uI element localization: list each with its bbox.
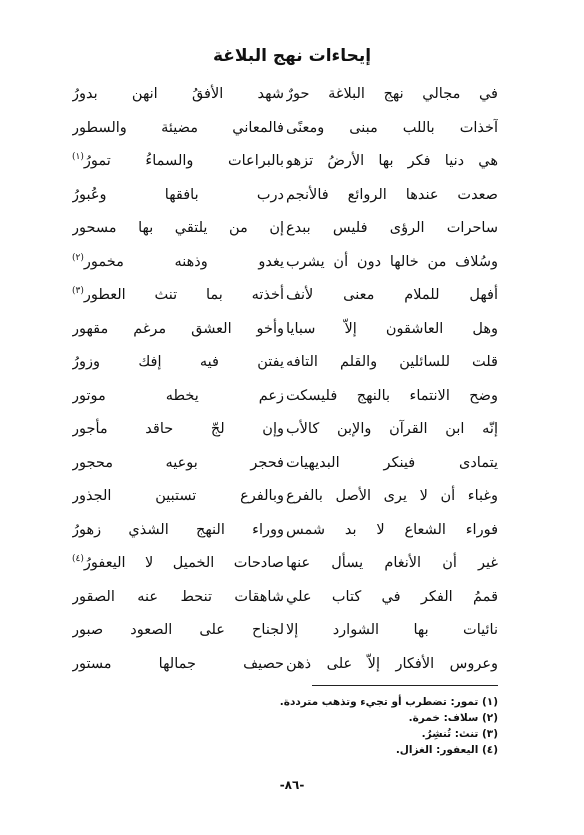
verse-line — [0, 451, 584, 485]
verse-line — [0, 585, 584, 619]
verse-second-hemistich-text: حصيف جمالها مستور — [72, 655, 284, 672]
verse-second-hemistich — [72, 484, 284, 508]
verse-line — [0, 250, 584, 284]
verse-second-hemistich-text: فالمعاني مضيئة والسطور — [72, 119, 284, 136]
footnote-divider — [312, 685, 498, 686]
verse-line — [0, 618, 584, 652]
verse-second-hemistich — [72, 317, 284, 341]
footnote-marker: (٤) — [72, 554, 84, 565]
verse-line — [0, 384, 584, 418]
verse-first-hemistich: هي دنيا فكر بها الأرضُ تزهو — [286, 153, 498, 169]
verse-second-hemistich — [72, 283, 284, 307]
page-number: -٨٦- — [279, 778, 305, 792]
verse-line — [0, 350, 584, 384]
verse-first-hemistich: في مجالي نهج البلاغة حورٌ — [286, 86, 498, 102]
verse-first-hemistich: قممُ الفكر في كتاب علي — [286, 588, 498, 605]
verse-line — [0, 82, 584, 116]
verse-second-hemistich-text: شاهقات تنحط عنه الصقور — [72, 588, 284, 605]
verse-second-hemistich-text: ووراء النهج الشذي زهورُ — [72, 521, 284, 538]
footnote-marker: (٢) — [72, 252, 84, 263]
verse-first-hemistich: آخذات باللب مبنى ومعنًى — [286, 119, 498, 136]
verse-line — [0, 183, 584, 217]
verse-second-hemistich — [72, 116, 284, 140]
verse-second-hemistich — [72, 618, 284, 642]
verse-line — [0, 283, 584, 317]
footnote-item: (٤) اليعفور: الغزال. — [395, 744, 498, 756]
verse-line — [0, 551, 584, 585]
footnote-item: (٣) تنث: تُنشِرُ. — [421, 728, 498, 740]
verse-second-hemistich — [72, 652, 284, 676]
verse-second-hemistich — [72, 250, 284, 274]
verse-line — [0, 518, 584, 552]
verse-first-hemistich: وهل العاشقون إلاّ سبايا — [286, 320, 498, 337]
verse-first-hemistich: وضح الانتماء بالنهج فليسكت — [286, 387, 498, 404]
verse-line — [0, 484, 584, 518]
verse-second-hemistich-text: فحجر بوعيه محجور — [72, 454, 284, 471]
verse-second-hemistich-text: يفتن فيه إفك وزورُ — [72, 354, 284, 370]
verse-first-hemistich: وغباء أن لا يرى الأصل بالفرع — [286, 488, 498, 504]
poem-title: إيحاءات نهج البلاغة — [212, 46, 372, 66]
verse-line — [0, 149, 584, 183]
verse-second-hemistich — [72, 183, 284, 207]
verse-line — [0, 116, 584, 150]
verse-second-hemistich — [72, 518, 284, 542]
verse-second-hemistich-text: إن من يلتقي بها مسحور — [72, 220, 284, 236]
verse-first-hemistich: وعروس الأفكار إلاّ على ذهن — [286, 655, 498, 672]
verse-second-hemistich-text: درب بافقها وعُبورُ — [72, 186, 284, 203]
verse-first-hemistich: يتمادى فينكر البديهيات — [286, 454, 498, 471]
footnote-marker: (٣) — [72, 286, 84, 297]
verse-second-hemistich-text: يغدو وذهنه مخمور — [83, 253, 284, 270]
verse-second-hemistich — [72, 82, 284, 106]
verse-second-hemistich-text: أخذته بما تنث العطور — [83, 287, 284, 303]
verse-first-hemistich: أفهل للملام معنى لأنف — [286, 287, 498, 303]
verse-second-hemistich-text: وأخو العشق مرغم مقهور — [72, 320, 284, 337]
verse-first-hemistich: ساحرات الرؤى فليس ببدع — [286, 220, 498, 236]
verse-second-hemistich — [72, 216, 284, 240]
verse-second-hemistich — [72, 417, 284, 441]
verse-first-hemistich: إنّه ابن القرآن والإبن كالأب — [286, 421, 498, 437]
verse-second-hemistich-text: لجناح على الصعود صبور — [72, 622, 284, 638]
verse-first-hemistich: وسُلاف من خالها دون أن يشرب — [286, 253, 498, 270]
verse-second-hemistich — [72, 350, 284, 374]
verse-second-hemistich-text: زعم يخطه موتور — [72, 387, 284, 404]
footnote-item: (١) تمور: تضطرب أو تجيء وتذهب مترددة. — [279, 696, 498, 708]
verse-second-hemistich-text: وإن لجّ حاقد مأجور — [72, 421, 284, 437]
verse-second-hemistich — [72, 551, 284, 575]
verse-second-hemistich-text: صادحات الخميل لا اليعفورُ — [83, 555, 284, 571]
footnotes — [78, 694, 498, 758]
verse-second-hemistich-text: بالبراعات والسماءُ تمورُ — [83, 153, 284, 169]
verse-first-hemistich: غير أن الأنغام يسأل عنها — [286, 555, 498, 571]
footnote-item: (٢) سلاف: خمرة. — [408, 712, 498, 724]
verse-line — [0, 652, 584, 686]
verse-second-hemistich — [72, 451, 284, 475]
verse-line — [0, 216, 584, 250]
verse-line — [0, 417, 584, 451]
verse-second-hemistich — [72, 149, 284, 173]
verse-second-hemistich-text: شهد الأفقُ انهن بدورُ — [72, 86, 284, 102]
verse-first-hemistich: نائيات بها الشوارد إلا — [286, 622, 498, 638]
verse-second-hemistich — [72, 384, 284, 408]
verse-first-hemistich: قلت للسائلين والقلم التافه — [286, 354, 498, 370]
verse-line — [0, 317, 584, 351]
footnote-marker: (١) — [72, 152, 84, 163]
verse-first-hemistich: فوراء الشعاع لا بد شمس — [286, 521, 498, 538]
verse-second-hemistich — [72, 585, 284, 609]
verse-second-hemistich-text: وبالفرع تستبين الجذور — [72, 488, 284, 504]
verse-first-hemistich: صعدت عندها الروائع فالأنجم — [286, 186, 498, 203]
poem-verses — [0, 82, 584, 685]
